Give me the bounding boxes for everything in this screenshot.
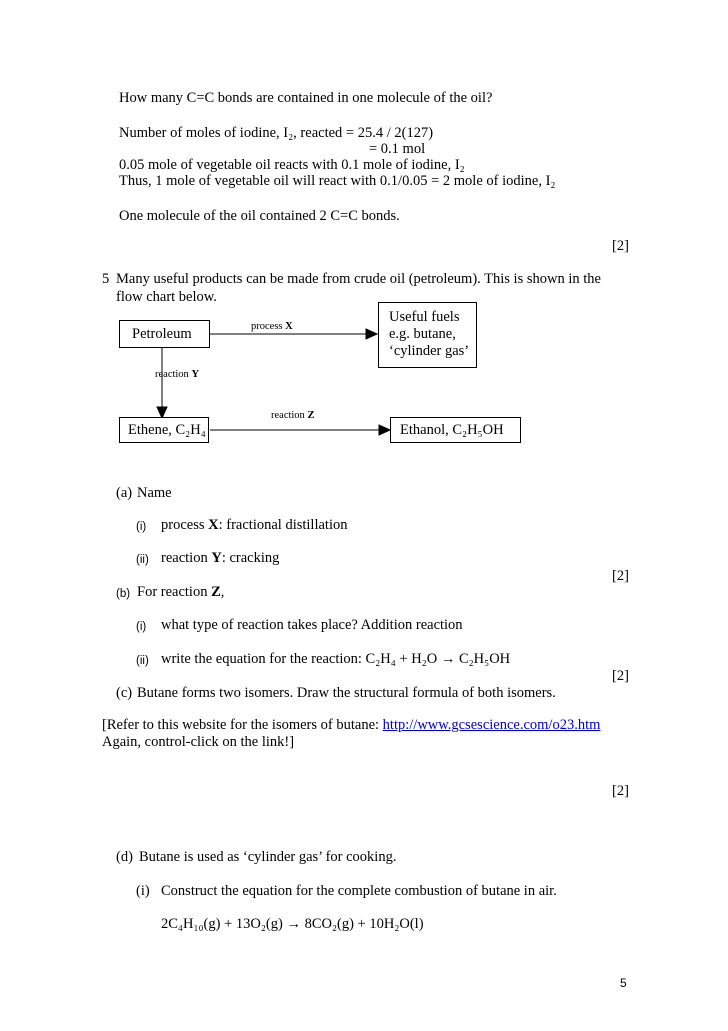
part-c-text: Butane forms two isomers. Draw the structural formula of both isomers.: [137, 685, 556, 701]
q5-intro-line1: Many useful products can be made from crude oil (petroleum). This is shown in the: [116, 271, 601, 287]
q5-number: 5: [102, 271, 110, 287]
part-c-label: (c): [116, 685, 133, 701]
part-b-i-label: (i): [136, 621, 147, 633]
q4-question: How many C=C bonds are contained in one molecule of the oil?: [119, 90, 493, 106]
q4-marks: [2]: [612, 238, 629, 254]
arrowhead-reaction-z: [379, 425, 390, 435]
petroleum-label: Petroleum: [132, 326, 192, 342]
part-b-i-answer: what type of reaction takes place? Addition reaction: [161, 617, 463, 633]
part-b-text: For reaction Z,: [137, 584, 225, 600]
part-b-label: (b): [116, 588, 131, 600]
page-number: 5: [620, 976, 627, 990]
q4-answer: One molecule of the oil contained 2 C=C bonds.: [119, 208, 400, 224]
part-b-ii-label: (ii): [136, 655, 149, 667]
q4-react-line: 0.05 mole of vegetable oil reacts with 0.1 mole of iodine, I₂: [119, 157, 465, 173]
combustion-equation: 2C₄H₁₀(g) + 13O₂(g) → 8CO₂(g) + 10H₂O(l): [161, 916, 424, 932]
ethanol-label: Ethanol, C₂H₅OH: [400, 422, 504, 438]
q4-moles-result: = 0.1 mol: [369, 141, 426, 157]
part-c-refer: [Refer to this website for the isomers of butane: http://www.gcsescience.com/o23.htm: [102, 717, 601, 733]
part-d-label: (d): [116, 849, 133, 865]
part-c-again: Again, control-click on the link!]: [102, 734, 295, 750]
q5-intro-line2: flow chart below.: [116, 289, 217, 305]
q4-thus-line: Thus, 1 mole of vegetable oil will react with 0.1/0.05 = 2 mole of iodine, I₂: [119, 173, 556, 189]
ethanol-box: [390, 417, 521, 443]
useful-fuels-line2: e.g. butane,: [389, 326, 456, 342]
ethene-box: [119, 417, 209, 443]
q4-moles-line: Number of moles of iodine, I₂, reacted = 25.4 / 2(127): [119, 125, 434, 141]
reaction-z-label: reaction Z: [271, 410, 315, 421]
part-b-ii-answer: write the equation for the reaction: C₂H₄ + H₂O → C₂H₅OH: [161, 651, 511, 667]
part-d-i-label: (i): [136, 883, 150, 899]
process-x-label: process X: [251, 321, 293, 332]
petroleum-box: [119, 320, 210, 348]
part-a-label: (a): [116, 485, 133, 501]
part-d-i-text: Construct the equation for the complete combustion of butane in air.: [161, 883, 557, 899]
part-a-ii-answer: reaction Y: cracking: [161, 550, 280, 566]
useful-fuels-line1: Useful fuels: [389, 309, 460, 325]
part-a-i-label: (i): [136, 521, 147, 533]
part-b-marks: [2]: [612, 668, 629, 684]
part-a-i-answer: process X: fractional distillation: [161, 517, 348, 533]
useful-fuels-line3: ‘cylinder gas’: [389, 343, 470, 359]
useful-fuels-box: [378, 302, 477, 368]
ethene-label: Ethene, C₂H₄: [128, 422, 206, 438]
part-a-text: Name: [137, 485, 172, 501]
isomers-link[interactable]: http://www.gcsescience.com/o23.htm: [382, 717, 601, 733]
part-a-marks: [2]: [612, 568, 629, 584]
part-c-marks: [2]: [612, 783, 629, 799]
arrowhead-process-x: [366, 329, 377, 339]
part-d-text: Butane is used as ‘cylinder gas’ for cooking.: [139, 849, 397, 865]
reaction-y-label: reaction Y: [155, 369, 200, 380]
part-a-ii-label: (ii): [136, 554, 149, 566]
